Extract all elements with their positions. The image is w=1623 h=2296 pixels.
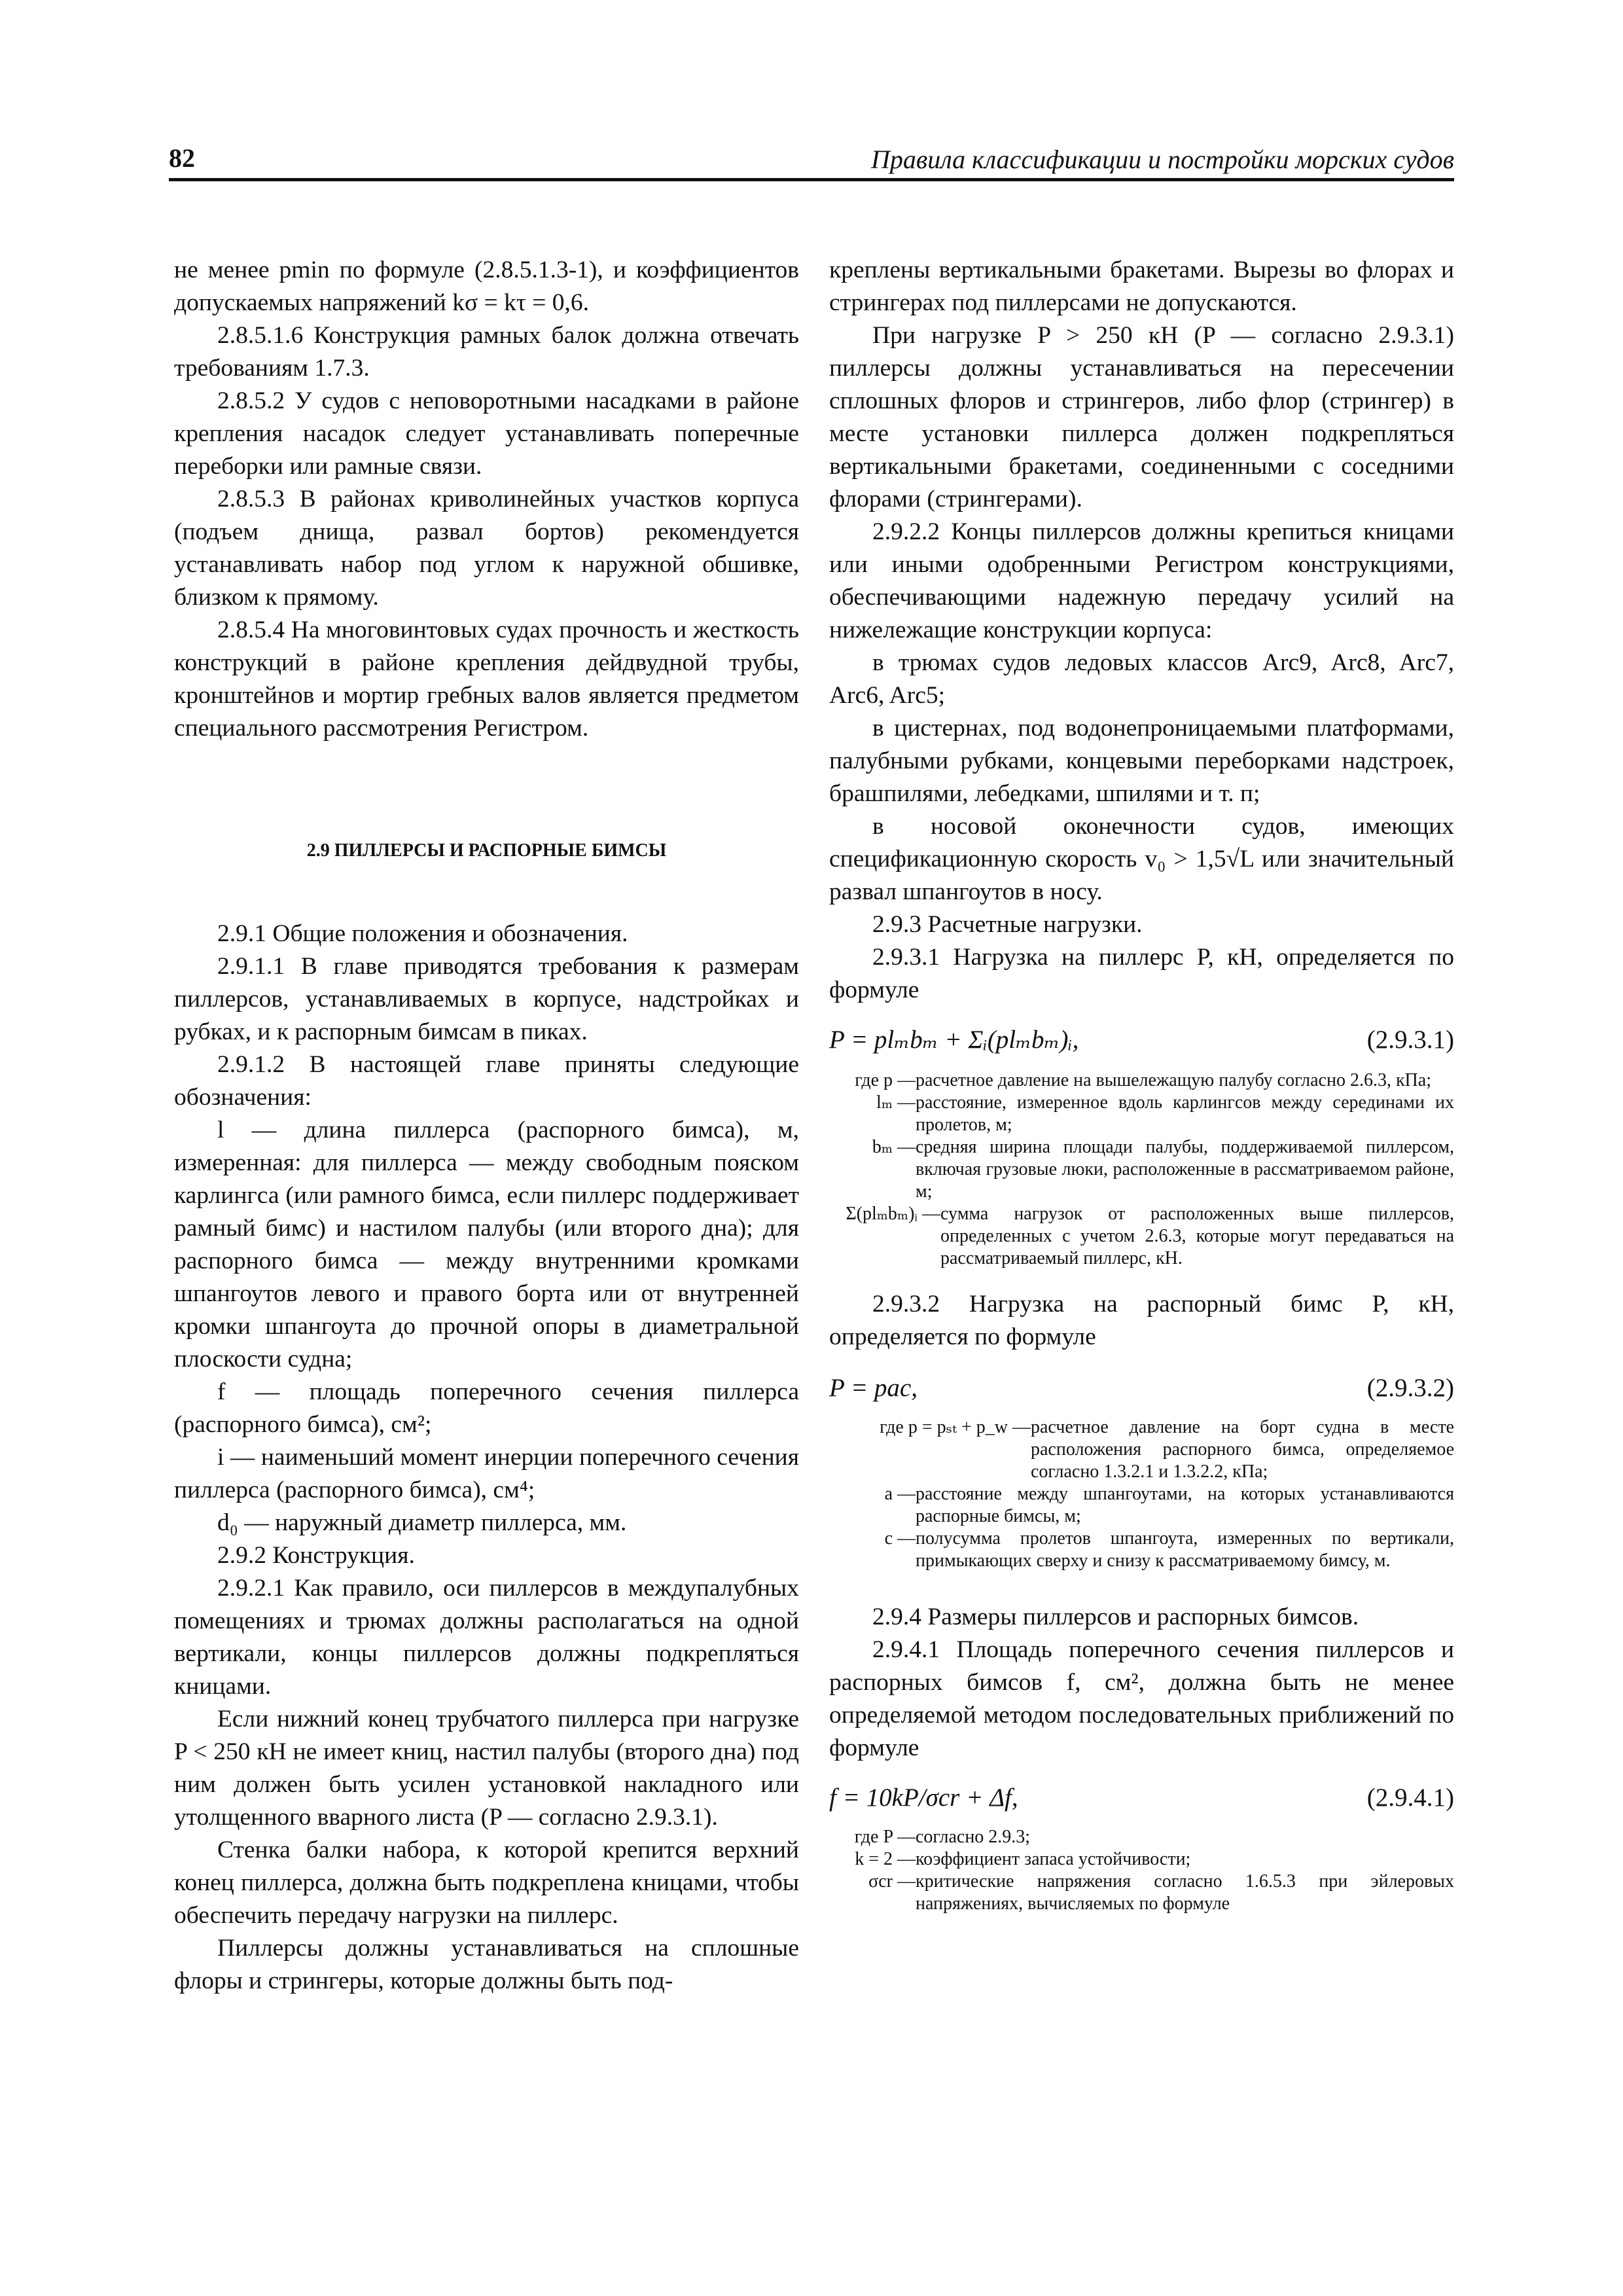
formula-2-9-3-2 [829, 1372, 1454, 1405]
left-column [174, 254, 799, 1998]
where-row [829, 1848, 1454, 1871]
spacer [174, 864, 799, 918]
where-row [829, 1203, 1454, 1270]
where-row [829, 1416, 1454, 1483]
where-row [829, 1871, 1454, 1915]
subsection-heading: 2.9.3 Расчетные нагрузки. [872, 911, 1143, 938]
spacer [829, 1765, 1454, 1782]
paragraph: 2.9.3.2 Нагрузка на распорный бимс P, кН, определяется по формуле [829, 1291, 1454, 1350]
formula-number: (2.9.4.1) [1366, 1784, 1454, 1812]
subsection-heading: 2.9.1 Общие положения и обозначения. [217, 920, 628, 947]
where-label: a — [884, 1484, 916, 1504]
where-desc: средняя ширина площади палубы, поддерживаемой пиллерсом, включая грузовые люки, расположенные в рассматриваемом районе, м; [916, 1137, 1454, 1202]
page-header [169, 143, 1454, 183]
formula-expression: f = 10kP/σcr + Δf, [829, 1784, 1018, 1812]
spacer [829, 1405, 1454, 1416]
where-row [829, 1483, 1454, 1528]
where-row [829, 1092, 1454, 1136]
where-row [829, 1528, 1454, 1572]
where-desc: полусумма пролетов шпангоута, измеренных по вертикали, примыкающих сверху и снизу к рассматриваемому бимсу, м. [916, 1528, 1454, 1571]
paragraph: Пиллерсы должны устанавливаться на сплошные флоры и стрингеры, которые должны быть под- [174, 1935, 799, 1994]
page-number: 82 [169, 143, 195, 173]
paragraph: 2.8.5.1.6 Конструкция рамных балок должна отвечать требованиям 1.7.3. [174, 322, 799, 382]
list-item: в цистернах, под водонепроницаемыми платформами, палубными рубками, концевыми переборками надстроек, брашпилями, лебедками, шпилями и т. п; [829, 715, 1454, 807]
where-desc: расстояние между шпангоутами, на которых устанавливаются распорные бимсы, м; [916, 1484, 1454, 1526]
paragraph: 2.9.1.2 В настоящей главе приняты следующие обозначения: [174, 1051, 799, 1111]
paragraph: 2.9.4.1 Площадь поперечного сечения пиллерсов и распорных бимсов f, см², должна быть не менее определяемой методом последовательных приближений по формуле [829, 1636, 1454, 1761]
subsection-heading: 2.9.2 Конструкция. [217, 1542, 415, 1569]
definition-i: i — наименьший момент инерции поперечного сечения пиллерса (распорного бимса), см⁴; [174, 1444, 799, 1503]
definition-f: f — площадь поперечного сечения пиллерса (распорного бимса), см²; [174, 1378, 799, 1438]
formula-2-9-3-1 [829, 1024, 1454, 1056]
where-label: k = 2 — [855, 1849, 916, 1869]
list-item: в трюмах судов ледовых классов Arc9, Arc8, Arc7, Arc6, Arc5; [829, 649, 1454, 709]
where-label: σcr — [868, 1871, 916, 1892]
where-desc: согласно 2.9.3; [916, 1827, 1031, 1847]
where-label: Σ(plₘbₘ)ᵢ — [846, 1204, 940, 1224]
where-desc: расчетное давление на вышележащую палубу согласно 2.6.3, кПа; [916, 1070, 1431, 1090]
where-desc: коэффициент запаса устойчивости; [916, 1849, 1191, 1869]
paragraph: креплены вертикальными бракетами. Вырезы во флорах и стрингерах под пиллерсами не допускаются. [829, 257, 1454, 316]
formula-expression: P = pac, [829, 1374, 918, 1402]
where-desc: расчетное давление на борт судна в месте расположения распорного бимса, определяемое согласно 1.3.2.1 и 1.3.2.2, кПа; [1031, 1417, 1454, 1482]
where-label: bₘ — [872, 1137, 916, 1157]
paragraph: 2.9.2.2 Концы пиллерсов должны крепиться кницами или иными одобренными Регистром конструкциями, обеспечивающими надежную передачу усилий на нижележащие конструкции корпуса: [829, 518, 1454, 643]
spacer [829, 1572, 1454, 1601]
spacer [829, 1814, 1454, 1826]
where-desc: критические напряжения согласно 1.6.5.3 при эйлеровых напряжениях, вычисляемых по формуле [916, 1871, 1454, 1914]
paragraph: 2.8.5.2 У судов с неповоротными насадками в районе крепления насадок следует устанавливать поперечные переборки или рамные связи. [174, 387, 799, 480]
where-label: c — [884, 1528, 916, 1549]
paragraph: 2.8.5.4 На многовинтовых судах прочность и жесткость конструкций в районе крепления дейдвудной трубы, кронштейнов и мортир гребных валов является предметом специального рассмотрения Регистром. [174, 617, 799, 742]
paragraph: Если нижний конец трубчатого пиллерса при нагрузке P < 250 кН не имеет книц, настил палубы (второго дна) под ним должен быть усилен установкой накладного или утолщенного вварного листа (P — согласно 2.9.3.1). [174, 1706, 799, 1831]
paragraph: 2.8.5.3 В районах криволинейных участков корпуса (подъем днища, развал бортов) рекомендуется устанавливать набор под углом к наружной обшивке, близком к прямому. [174, 486, 799, 611]
where-block-3 [829, 1826, 1454, 1915]
where-label: где p — [855, 1070, 916, 1090]
where-label: где P — [854, 1827, 916, 1847]
where-block-1 [829, 1069, 1454, 1270]
formula-number: (2.9.3.2) [1366, 1374, 1454, 1402]
where-desc: расстояние, измеренное вдоль карлингсов между серединами их пролетов, м; [916, 1092, 1454, 1135]
spacer [174, 745, 799, 838]
where-label: lₘ — [876, 1092, 916, 1113]
where-block-2 [829, 1416, 1454, 1572]
where-label: где p = pₛₜ + p_w — [880, 1417, 1031, 1437]
section-heading: 2.9 ПИЛЛЕРСЫ И РАСПОРНЫЕ БИМСЫ [306, 840, 667, 861]
where-desc: сумма нагрузок от расположенных выше пиллерсов, определенных с учетом 2.6.3, которые могут передаваться на рассматриваемый пиллерс, кН. [940, 1204, 1454, 1268]
paragraph: 2.9.2.1 Как правило, оси пиллерсов в междупалубных помещениях и трюмах должны располагаться на одной вертикали, концы пиллерсов должны подкрепляться кницами. [174, 1575, 799, 1700]
paragraph: При нагрузке P > 250 кН (P — согласно 2.9.3.1) пиллерсы должны устанавливаться на пересечении сплошных флоров и стрингеров, либо флор (стрингер) в месте установки пиллерса должен подкрепляться вертикальными бракетами, соединенными с соседними флорами (стрингерами). [829, 322, 1454, 512]
definition-d0: d₀ — наружный диаметр пиллерса, мм. [217, 1509, 627, 1536]
spacer [829, 1056, 1454, 1069]
header-rule [169, 178, 1454, 181]
running-title: Правила классификации и постройки морских судов [870, 145, 1454, 174]
list-item: в носовой оконечности судов, имеющих спецификационную скорость v₀ > 1,5√L или значительный развал шпангоутов в носу. [829, 813, 1454, 905]
where-row [829, 1136, 1454, 1203]
where-row [829, 1826, 1454, 1848]
paragraph: Стенка балки набора, к которой крепится верхний конец пиллерса, должна быть подкреплена кницами, чтобы обеспечить передачу нагрузки на пиллерс. [174, 1837, 799, 1929]
formula-number: (2.9.3.1) [1366, 1026, 1454, 1054]
right-column [829, 254, 1454, 1915]
spacer [829, 1007, 1454, 1024]
definition-l: l — длина пиллерса (распорного бимса), м, измеренная: для пиллерса — между свободным пояском карлингса (или рамного бимса, если пиллерс поддерживает рамный бимс) и настилом палубы (или второго дна); для распорного бимса — между внутренними кромками шпангоутов левого и правого борта или от внутренней кромки шпангоута до прочной опоры в диаметральной плоскости судна; [174, 1117, 799, 1372]
subsection-heading: 2.9.4 Размеры пиллерсов и распорных бимсов. [872, 1604, 1359, 1630]
paragraph: 2.9.1.1 В главе приводятся требования к размерам пиллерсов, устанавливаемых в корпусе, надстройках и рубках, и к распорным бимсам в пиках. [174, 953, 799, 1045]
spacer [829, 1270, 1454, 1288]
spacer [829, 1354, 1454, 1372]
paragraph: не менее pmin по формуле (2.8.5.1.3-1), и коэффициентов допускаемых напряжений kσ = kτ = 0,6. [174, 257, 799, 316]
formula-2-9-4-1 [829, 1782, 1454, 1814]
where-row [829, 1069, 1454, 1092]
paragraph: 2.9.3.1 Нагрузка на пиллерс P, кН, определяется по формуле [829, 944, 1454, 1003]
formula-expression: P = plₘbₘ + Σᵢ(plₘbₘ)ᵢ, [829, 1026, 1079, 1054]
